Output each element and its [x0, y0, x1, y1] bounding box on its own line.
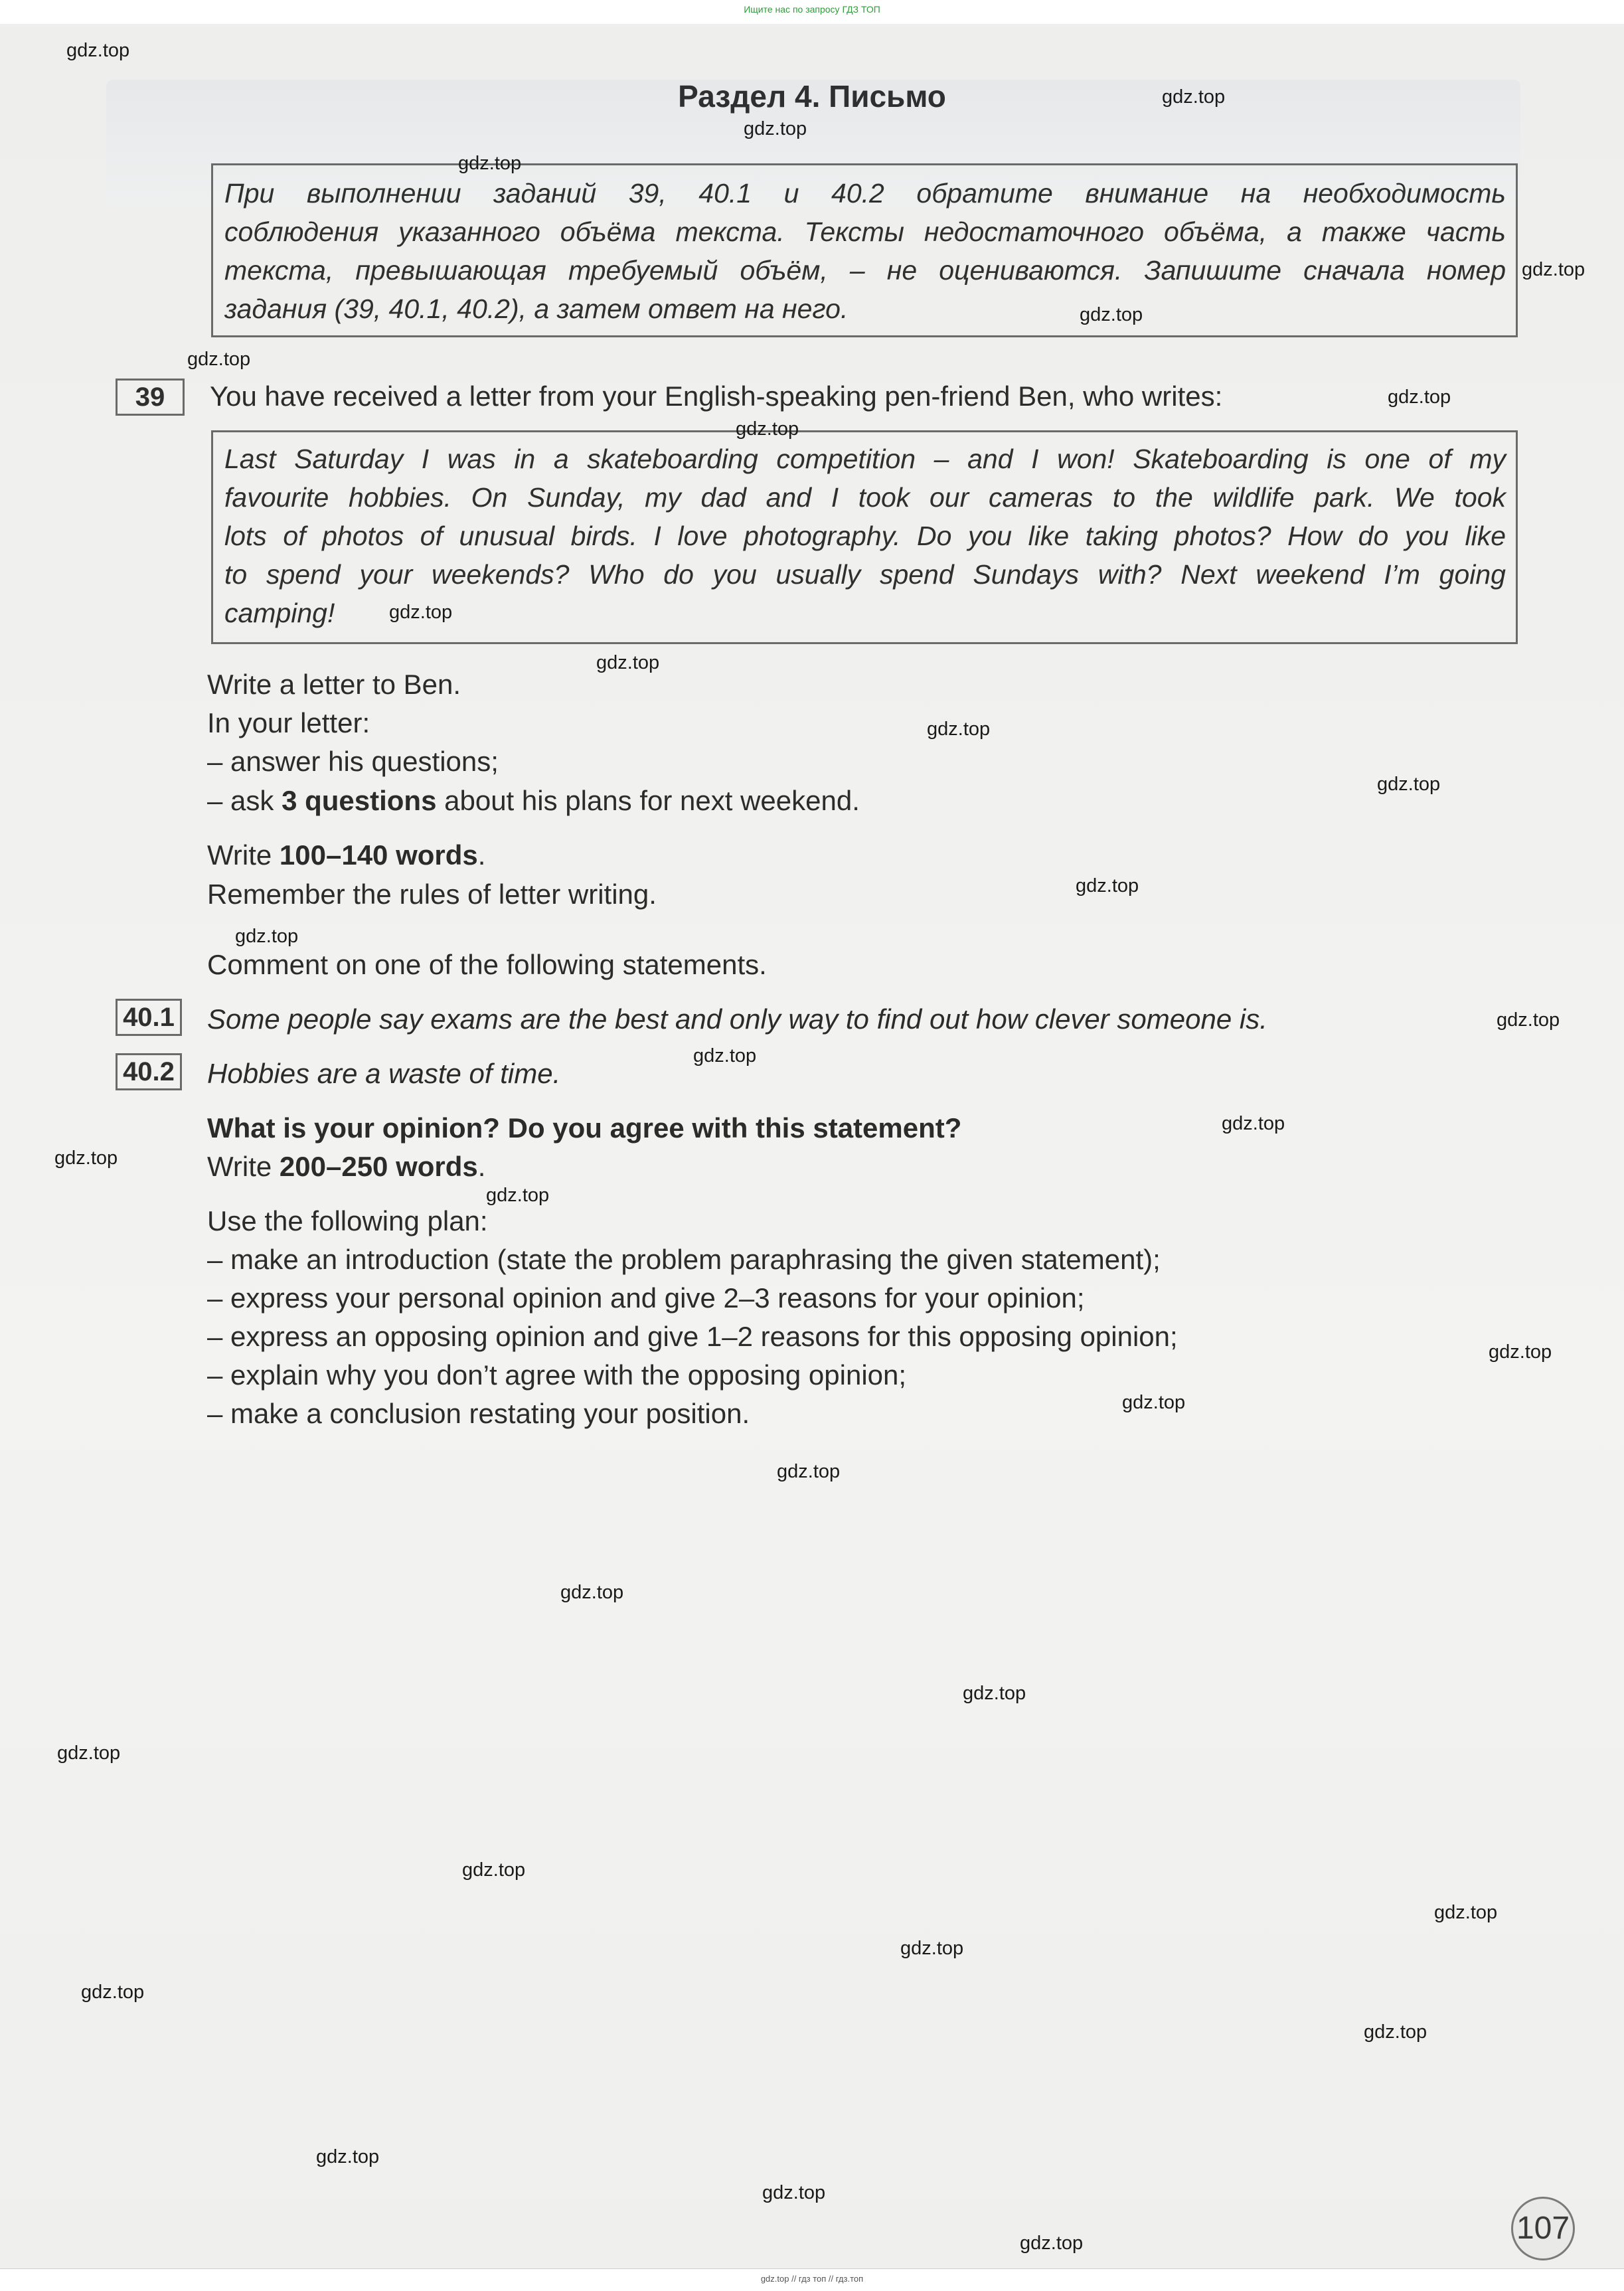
write-suffix: .: [477, 1151, 486, 1182]
letter-line: lots of photos of unusual birds. I love photography. Do you like taking photos? How do you like: [224, 521, 1506, 551]
plan-item: – explain why you don’t agree with the opposing opinion;: [207, 1359, 907, 1391]
word-count-39: [207, 836, 485, 875]
in-your-letter: In your letter:: [207, 707, 370, 738]
word-count-bold: 100–140 words: [279, 839, 478, 871]
watermark: gdz.top: [458, 153, 522, 174]
letter-line: favourite hobbies. On Sunday, my dad and I took our cameras to the wildlife park. We took: [224, 482, 1506, 513]
task39-intro: You have received a letter from your English-speaking pen-friend Ben, who writes:: [210, 381, 1223, 412]
watermark: gdz.top: [927, 719, 991, 740]
ask-suffix: about his plans for next weekend.: [436, 785, 860, 816]
watermark: gdz.top: [1434, 1902, 1498, 1923]
statement-40-2: Hobbies are a waste of time.: [207, 1058, 561, 1089]
watermark: gdz.top: [1020, 2233, 1084, 2254]
instruction-line: При выполнении заданий 39, 40.1 и 40.2 обратите внимание на необходимость: [224, 178, 1506, 209]
write-suffix: .: [477, 839, 486, 871]
word-count-40: [207, 1147, 485, 1186]
watermark: gdz.top: [1388, 386, 1451, 408]
plan-item: – make an introduction (state the problem paraphrasing the given statement);: [207, 1244, 1161, 1275]
top-banner: Ищите нас по запросу ГДЗ ТОП: [744, 4, 880, 15]
watermark: gdz.top: [1497, 1009, 1560, 1031]
watermark: gdz.top: [1122, 1392, 1186, 1413]
watermark: gdz.top: [1080, 304, 1143, 325]
watermark: gdz.top: [187, 349, 251, 370]
watermark: gdz.top: [66, 40, 130, 61]
watermark: gdz.top: [963, 1683, 1026, 1704]
letter-line: Last Saturday I was in a skateboarding competition – and I won! Skateboarding is one of my: [224, 444, 1506, 474]
instruction-line: текста, превышающая требуемый объём, – не оцениваются. Запишите сначала номер: [224, 255, 1506, 286]
watermark: gdz.top: [560, 1582, 624, 1603]
instruction-text: [224, 174, 1506, 328]
answer-questions: – answer his questions;: [207, 746, 499, 777]
opinion-question: What is your opinion? Do you agree with this statement?: [207, 1112, 962, 1144]
watermark: gdz.top: [1489, 1341, 1552, 1363]
section-title: Раздел 4. Письмо: [678, 79, 946, 114]
plan-item: – express your personal opinion and give 2–3 reasons for your opinion;: [207, 1282, 1085, 1314]
watermark: gdz.top: [235, 926, 299, 947]
task-number-39: 39: [116, 379, 185, 416]
watermark: gdz.top: [596, 652, 660, 673]
watermark: gdz.top: [777, 1461, 841, 1482]
watermark: gdz.top: [316, 2146, 380, 2167]
watermark: gdz.top: [762, 2182, 826, 2203]
statement-40-1: Some people say exams are the best and only way to find out how clever someone is.: [207, 1003, 1267, 1035]
watermark: gdz.top: [1076, 875, 1139, 896]
watermark: gdz.top: [1162, 86, 1226, 108]
letter-line: camping!: [224, 598, 335, 628]
ask-bold: 3 questions: [282, 785, 437, 816]
plan-item: – make a conclusion restating your position.: [207, 1398, 750, 1429]
watermark: gdz.top: [54, 1147, 118, 1169]
watermark: gdz.top: [1522, 259, 1585, 280]
page-number: 107: [1511, 2197, 1575, 2260]
ask-prefix: – ask: [207, 785, 282, 816]
task-number-40-2: 40.2: [116, 1053, 182, 1090]
instruction-line: задания (39, 40.1, 40.2), а затем ответ на него.: [224, 294, 849, 324]
instruction-line: соблюдения указанного объёма текста. Тексты недостаточного объёма, а также часть: [224, 216, 1506, 247]
watermark: gdz.top: [462, 1859, 526, 1881]
task-number-40-1: 40.1: [116, 999, 182, 1036]
watermark: gdz.top: [1364, 2021, 1427, 2043]
watermark: gdz.top: [900, 1938, 964, 1959]
watermark: gdz.top: [1222, 1113, 1285, 1134]
watermark: gdz.top: [389, 602, 453, 623]
watermark: gdz.top: [81, 1982, 145, 2003]
watermark: gdz.top: [736, 418, 799, 440]
write-letter: Write a letter to Ben.: [207, 669, 461, 700]
plan-item: – express an opposing opinion and give 1–2 reasons for this opposing opinion;: [207, 1321, 1178, 1352]
letter-line: to spend your weekends? Who do you usually spend Sundays with? Next weekend I’m going: [224, 559, 1506, 590]
watermark: gdz.top: [1377, 774, 1441, 795]
watermark: gdz.top: [57, 1742, 121, 1764]
watermark: gdz.top: [693, 1045, 757, 1066]
comment-instruction: Comment on one of the following statements.: [207, 949, 767, 980]
watermark: gdz.top: [486, 1185, 550, 1206]
watermark: gdz.top: [744, 118, 807, 139]
write-prefix: Write: [207, 839, 280, 871]
plan-intro: Use the following plan:: [207, 1205, 488, 1236]
remember-rules: Remember the rules of letter writing.: [207, 879, 657, 910]
write-prefix: Write: [207, 1151, 280, 1182]
word-count-bold: 200–250 words: [279, 1151, 478, 1182]
bottom-banner: gdz.top // гдз топ // гдз.топ: [760, 2274, 864, 2284]
ask-questions: [207, 782, 860, 820]
